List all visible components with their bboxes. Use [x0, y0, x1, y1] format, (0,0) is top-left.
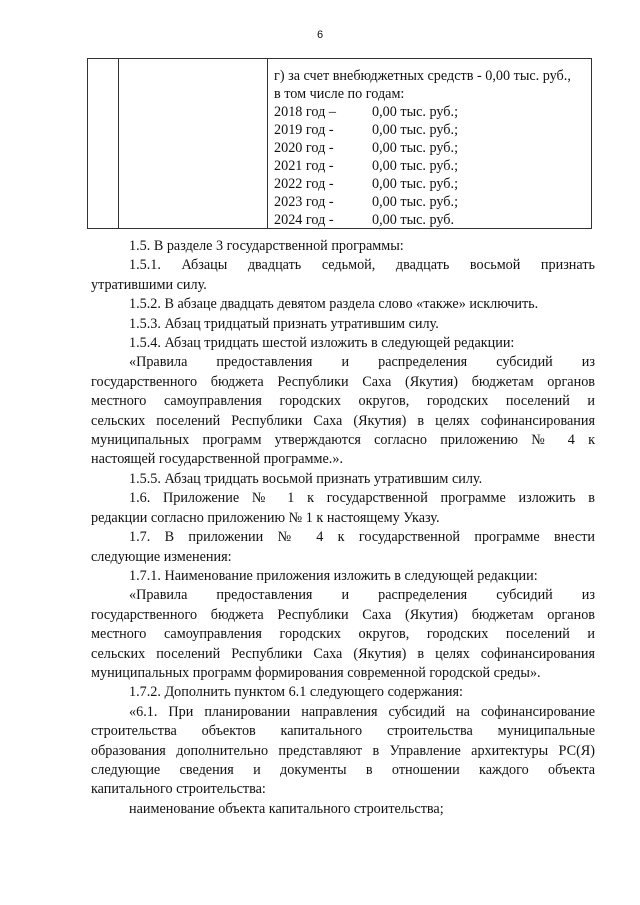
paragraph-line: следующие изменения:	[91, 548, 232, 565]
year-label: 2021 год -	[274, 158, 334, 174]
paragraph-line: капитального строительства:	[91, 781, 266, 798]
year-label: 2023 год -	[274, 194, 334, 210]
year-label: 2024 год -	[274, 212, 334, 228]
paragraph-line: наименование объекта капитального строительства;	[129, 800, 444, 817]
paragraph-line: «Правила предоставления и распределения субсидий из	[129, 587, 595, 604]
year-value: 0,00 тыс. руб.	[372, 212, 455, 228]
paragraph-line: редакции согласно приложению № 1 к настоящему Указу.	[91, 509, 440, 526]
year-row	[274, 103, 588, 121]
paragraph-line: муниципальных программ формирования современной городской среды».	[91, 664, 541, 681]
table-column-divider	[118, 59, 119, 228]
paragraph-line: 1.5. В разделе 3 государственной программы:	[129, 238, 404, 254]
year-label: 2019 год -	[274, 122, 334, 138]
paragraph-line: 1.5.4. Абзац тридцать шестой изложить в следующей редакции:	[129, 335, 515, 352]
paragraph-line: государственного бюджета Республики Саха (Якутия) бюджетам органов	[91, 606, 595, 623]
year-row	[274, 139, 588, 157]
table-column-divider	[267, 59, 268, 228]
funding-table	[87, 58, 592, 229]
paragraph-p-1-5-3	[91, 315, 595, 334]
paragraph-p-name	[91, 800, 595, 819]
year-row	[274, 121, 588, 139]
paragraph-line: сельских поселений Республики Саха (Якутия) в целях софинансирования	[91, 412, 595, 429]
paragraph-p-1-6	[91, 489, 595, 528]
paragraph-p-6-1	[91, 703, 595, 800]
year-value: 0,00 тыс. руб.;	[372, 140, 459, 156]
funding-cell	[274, 67, 588, 229]
paragraph-line: 1.7.2. Дополнить пунктом 6.1 следующего содержания:	[129, 684, 463, 701]
paragraph-line: муниципальных программ утверждаются согласно приложению № 4 к	[91, 432, 595, 449]
paragraph-p-1-7	[91, 528, 595, 567]
paragraph-p-quote-2	[91, 586, 595, 683]
paragraph-line: 1.7.1. Наименование приложения изложить в следующей редакции:	[129, 567, 538, 584]
paragraph-line: настоящей государственной программе.».	[91, 451, 343, 468]
paragraph-p-1-5	[91, 237, 595, 256]
paragraph-line: государственного бюджета Республики Саха (Якутия) бюджетам органов	[91, 373, 595, 390]
year-label: 2018 год –	[274, 104, 336, 120]
paragraph-line: 1.5.1. Абзацы двадцать седьмой, двадцать восьмой признать	[129, 257, 595, 274]
paragraph-p-1-5-2	[91, 295, 595, 314]
year-value: 0,00 тыс. руб.;	[372, 122, 459, 138]
paragraph-line: 1.6. Приложение № 1 к государственной программе изложить в	[129, 490, 595, 507]
year-label: 2022 год -	[274, 176, 334, 192]
paragraph-line: строительства объектов капитального строительства муниципальные	[91, 723, 595, 740]
paragraph-line: местного самоуправления городских округов, городских поселений и	[91, 393, 595, 410]
paragraph-line: 1.5.2. В абзаце двадцать девятом раздела слово «также» исключить.	[129, 296, 539, 313]
paragraph-line: сельских поселений Республики Саха (Якутия) в целях софинансирования	[91, 645, 595, 662]
paragraph-line: «Правила предоставления и распределения субсидий из	[129, 354, 595, 371]
year-value: 0,00 тыс. руб.;	[372, 176, 459, 192]
year-row	[274, 157, 588, 175]
paragraph-line: утратившими силу.	[91, 276, 207, 293]
year-value: 0,00 тыс. руб.;	[372, 194, 459, 210]
paragraph-line: 1.5.3. Абзац тридцатый признать утратившим силу.	[129, 315, 439, 332]
funding-cell-heading: г) за счет внебюджетных средств - 0,00 тыс. руб.,	[274, 68, 571, 84]
paragraph-p-1-7-2	[91, 683, 595, 702]
document-body	[91, 237, 595, 819]
paragraph-line: образования дополнительно представляют в Управление архитектуры РС(Я)	[91, 742, 595, 759]
paragraph-line: 1.5.5. Абзац тридцать восьмой признать утратившим силу.	[129, 470, 483, 487]
year-value: 0,00 тыс. руб.;	[372, 104, 459, 120]
funding-cell-subheading: в том числе по годам:	[274, 86, 405, 102]
year-value: 0,00 тыс. руб.;	[372, 158, 459, 174]
paragraph-p-1-5-5	[91, 470, 595, 489]
page-number: 6	[316, 29, 324, 41]
year-label: 2020 год -	[274, 140, 334, 156]
year-row	[274, 193, 588, 211]
paragraph-line: местного самоуправления городских округов, городских поселений и	[91, 626, 595, 643]
paragraph-line: «6.1. При планировании направления субсидий на софинансирование	[129, 703, 595, 720]
year-row	[274, 175, 588, 193]
year-row	[274, 211, 588, 229]
paragraph-p-1-5-4	[91, 334, 595, 353]
paragraph-p-quote-1	[91, 353, 595, 469]
paragraph-line: 1.7. В приложении № 4 к государственной программе внести	[129, 529, 595, 546]
paragraph-p-1-5-1	[91, 256, 595, 295]
paragraph-line: следующие сведения и документы в отношении каждого объекта	[91, 761, 595, 778]
paragraph-p-1-7-1	[91, 567, 595, 586]
